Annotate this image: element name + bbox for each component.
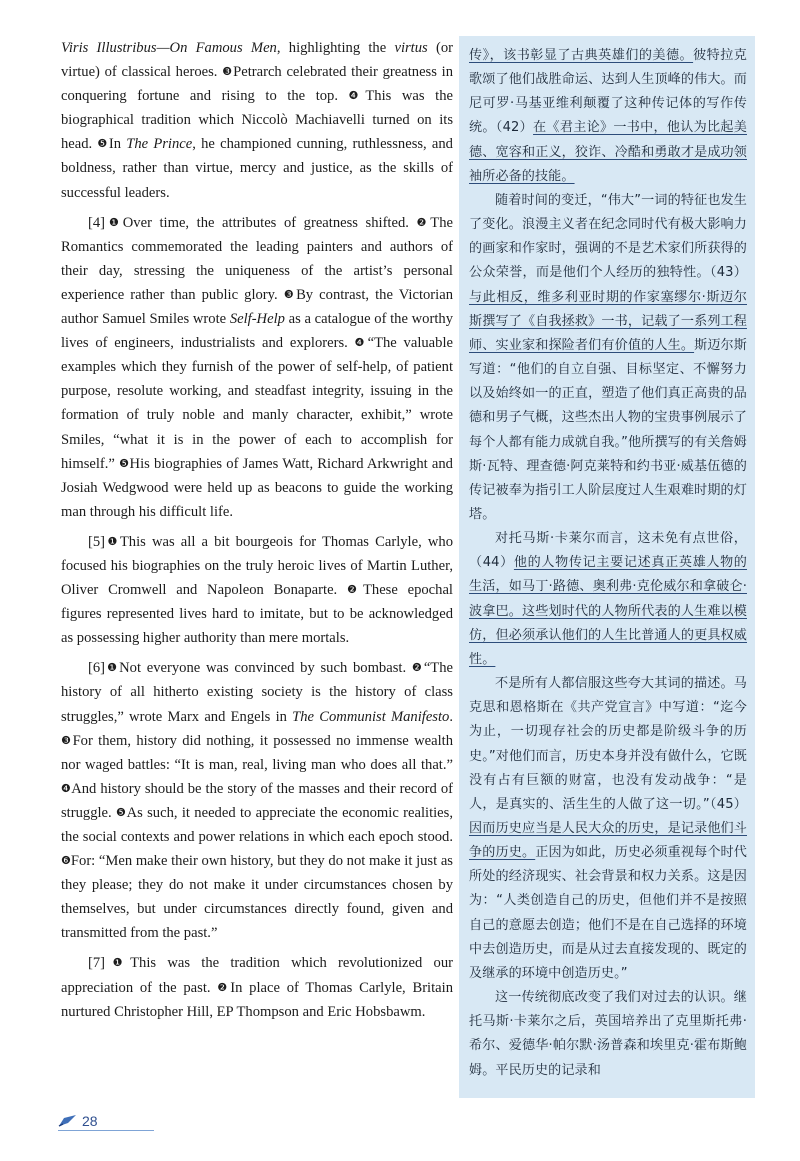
translation-block-1: 传》，该书彰显了古典英雄们的美德。彼特拉克歌颂了他们战胜命运、达到人生顶峰的伟大。而尼可罗·马基亚维利颠覆了这种传记体的写作传统。（42）在《君主论》一书中，他认为比起美德、宽容和正义，狡诈、冷酷和勇敢才是成功领袖所必备的技能。 xyxy=(469,48,747,184)
underlined-translation: 传》，该书彰显了古典英雄们的美德。 xyxy=(469,48,694,63)
paragraph-number: [4] xyxy=(88,214,106,231)
sentence-marker: ❻ xyxy=(61,854,71,868)
underlined-translation: 与此相反，维多利亚时期的作家塞缪尔·斯迈尔斯撰写了《自我拯救》一书，记载了一系列工程师、实业家和探险者们有价值的人生。 xyxy=(469,289,747,353)
page-footer xyxy=(58,1111,98,1131)
footer-rule xyxy=(58,1130,154,1131)
underlined-translation: 因而历史应当是人民大众的历史，是记录他们斗争的历史。 xyxy=(469,821,747,861)
translation-block-3: 对托马斯·卡莱尔而言，这未免有点世俗，（44）他的人物传记主要记述真正英雄人物的生活，如马丁·路德、奥利弗·克伦威尔和拿破仑·波拿巴。这些划时代的人物所代表的人生难以模仿，但必须承认他们的人生比普通人的更具权威性。 xyxy=(469,531,748,667)
sentence-marker: ❷ xyxy=(416,215,431,229)
page-number: 28 xyxy=(82,1113,98,1129)
sentence-marker: ❸ xyxy=(222,65,234,79)
sentence-marker: ❶ xyxy=(105,215,123,229)
paragraph-number: [6] xyxy=(88,660,106,677)
sentence-marker: ❺ xyxy=(119,456,130,470)
paragraph-4: [4]❶Over time, the attributes of greatness shifted. ❷The Romantics commemorated the leading painters and authors of their day, stressing the uniqueness of the artist’s personal experience rather than public glory. ❸By contrast, the Victorian author Samuel Smiles wrote Self-Help as a catalogue of the worthy lives of engineers, industrialists and explorers. ❹“The valuable examples which they furnish of the power of self-help, of patient purpose, resolute working, and steadfast integrity, issuing in the formation of truly noble and manly character, exhibit,” wrote Smiles, “what it is in the power of each to accomplish for himself.” ❺His biographies of James Watt, Richard Arkwright and Josiah Wedgwood were held up as beacons to guide the working man through his difficult life. xyxy=(61,214,453,520)
sentence-marker: ❹ xyxy=(348,89,366,103)
paragraph-3-continued: Viris Illustribus—On Famous Men, highlighting the virtus (or virtue) of classical heroes. ❸Petrarch celebrated their greatness in conquering fortune and rising to the top. ❹This was the biographical tradition which Niccolò Machiavelli turned on its head. ❺In The Prince, he championed cunning, ruthlessness, and boldness, rather than virtue, mercy and justice, as the skills of successful leaders. xyxy=(61,40,453,201)
sentence-marker: ❺ xyxy=(97,137,109,151)
sentence-marker: ❶ xyxy=(105,956,131,970)
sentence-marker: ❷ xyxy=(346,583,363,597)
paragraph-5: [5]❶This was all a bit bourgeois for Thomas Carlyle, who focused his biographies on the truly heroic lives of Martin Luther, Oliver Cromwell and Napoleon Bonaparte. ❷These epochal figures represented lives hard to imitate, but to be acknowledged as possessing higher authority than mere mortals. xyxy=(61,533,453,647)
sentence-marker: ❷ xyxy=(217,980,231,994)
underlined-translation: 他的人物传记主要记述真正英雄人物的生活，如马丁·路德、奥利弗·克伦威尔和拿破仑·波拿巴。这些划时代的人物所代表的人生难以模仿，但必须承认他们的人生比普通人的更具权威性。 xyxy=(469,555,748,667)
english-text-column xyxy=(61,36,453,1086)
book-title: Viris Illustribus—On Famous Men xyxy=(61,40,277,56)
chinese-translation-panel xyxy=(459,36,755,1098)
paragraph-7: [7]❶This was the tradition which revolutionized our appreciation of the past. ❷In place of Thomas Carlyle, Britain nurtured Christopher Hill, EP Thompson and Eric Hobsbawm. xyxy=(61,955,453,1020)
sentence-marker: ❶ xyxy=(105,534,120,548)
paragraph-number: [5] xyxy=(88,533,106,550)
sentence-marker: ❺ xyxy=(116,805,127,819)
pen-icon xyxy=(58,1114,78,1128)
translation-block-5: 这一传统彻底改变了我们对过去的认识。继托马斯·卡莱尔之后，英国培养出了克里斯托弗·希尔、爱德华·帕尔默·汤普森和埃里克·霍布斯鲍姆。平民历史的记录和 xyxy=(469,990,747,1078)
sentence-marker: ❸ xyxy=(283,287,297,301)
sentence-marker: ❸ xyxy=(61,733,73,747)
sentence-marker: ❷ xyxy=(411,661,424,675)
translation-block-2: 随着时间的变迁，“伟大”一词的特征也发生了变化。浪漫主义者在纪念同时代有极大影响力的画家和作家时，强调的不是艺术家们所获得的公众荣誉，而是他们个人经历的独特性。（43）与此相反，维多利亚时期的作家塞缪尔·斯迈尔斯撰写了《自我拯救》一书，记载了一系列工程师、实业家和探险者们有价值的人生。斯迈尔斯写道：“他们的自立自强、目标坚定、不懈努力以及始终如一的正直，塑造了他们真正高贵的品德和男子气概，这些杰出人物的宝贵事例展示了每个人都有能力成就自我。”他所撰写的有关詹姆斯·瓦特、理查德·阿克莱特和约书亚·威基伍德的传记被奉为指引工人阶层度过人生艰难时期的灯塔。 xyxy=(469,192,747,522)
sentence-marker: ❶ xyxy=(105,661,120,675)
underlined-translation: 在《君主论》一书中，他认为比起美德、宽容和正义，狡诈、冷酷和勇敢才是成功领袖所必备的技能。 xyxy=(469,120,747,184)
sentence-marker: ❹ xyxy=(61,781,72,795)
translation-block-4: 不是所有人都信服这些夸大其词的描述。马克思和恩格斯在《共产党宣言》中写道：“迄今为止，一切现存社会的历史都是阶级斗争的历史。”对他们而言，历史本身并没有做什么，它既没有占有巨额的财富，也没有发动战争：“是人，是真实的、活生生的人做了这一切。”（45）因而历史应当是人民大众的历史，是记录他们斗争的历史。正因为如此，历史必须重视每个时代所处的经济现实、社会背景和权力关系。这是因为：“人类创造自己的历史，但他们并不是按照自己的意愿去创造；他们不是在自己选择的环境中去创造历史，而是从过去直接发现的、既定的及继承的环境中创造历史。” xyxy=(469,676,747,981)
paragraph-6: [6]❶Not everyone was convinced by such bombast. ❷“The history of all hitherto existing society is the history of class struggles,” wrote Marx and Engels in The Communist Manifesto. ❸For them, history did nothing, it possessed no immense wealth nor waged battles: “It is man, real, living man who does all that.” ❹And history should be the story of the masses and their record of struggle. ❺As such, it needed to appreciate the economic realities, the social contexts and power relations in which each epoch stood. ❻For: “Men make their own history, but they do not make it just as they please; they do not make it under circumstances chosen by themselves, but under circumstances directly found, given and transmitted from the past.” xyxy=(61,660,453,942)
paragraph-number: [7] xyxy=(88,955,106,972)
sentence-marker: ❹ xyxy=(354,336,368,350)
